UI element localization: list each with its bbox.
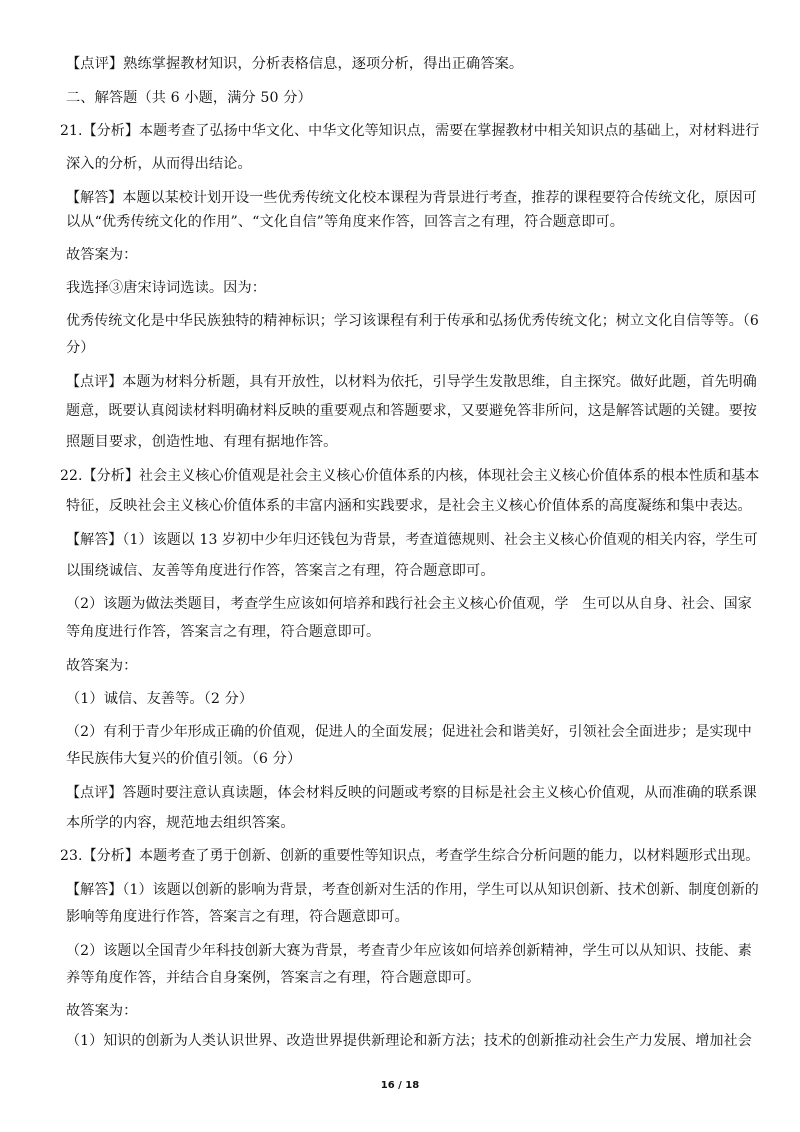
text-line: 优秀传统文化是中华民族独特的精神标识；学习该课程有利于传承和弘扬优秀传统文化；树立文化自信等等。（6 (66, 313, 759, 329)
text-line: 【解答】（1）该题以 13 岁初中少年归还钱包为背景，考查道德规则、社会主义核心价值观的相关内容，学生可 (66, 532, 758, 548)
text-line: 故答案为： (66, 247, 138, 263)
text-line: 21.【分析】本题考查了弘扬中华文化、中华文化等知识点，需要在掌握教材中相关知识点的基础上，对材料进行 (60, 123, 760, 139)
text-line: （1）诚信、友善等。（2 分） (66, 691, 254, 707)
text-line: 分） (66, 340, 95, 356)
text-line: 我选择③唐宋诗词选读。因为： (66, 280, 267, 296)
text-line: 以围绕诚信、友善等角度进行作答，答案言之有理，符合题意即可。 (66, 563, 495, 579)
text-line: 题意，既要认真阅读材料明确材料反映的重要观点和答题要求，又要避免答非所问，这是解答试题的关键。要按 (66, 403, 757, 419)
page-number: 16 / 18 (380, 1080, 420, 1091)
text-line: 养等角度作答，并结合自身案例，答案言之有理，符合题意即可。 (66, 970, 481, 986)
text-line: 【点评】熟练掌握教材知识，分析表格信息，逐项分析，得出正确答案。 (66, 56, 524, 72)
text-line: 22.【分析】社会主义核心价值观是社会主义核心价值体系的内核，体现社会主义核心价值体系的根本性质和基本 (60, 468, 760, 484)
text-line: 华民族伟大复兴的价值引领。（6 分） (66, 751, 302, 767)
text-line: 以从“优秀传统文化的作用”、“文化自信”等角度来作答，回答言之有理，符合题意即可。 (66, 214, 625, 230)
text-line: 【解答】（1）该题以创新的影响为背景，考查创新对生活的作用，学生可以从知识创新、技术创新、制度创新的 (66, 882, 759, 898)
text-line: （2）该题以全国青少年科技创新大赛为背景，考查青少年应该如何培养创新精神，学生可以从知识、技能、素 (66, 943, 752, 959)
text-line: 23.【分析】本题考查了勇于创新、创新的重要性等知识点，考查学生综合分析问题的能力，以材料题形式出现。 (60, 848, 760, 864)
section-heading: 二、解答题（共 6 小题，满分 50 分） (66, 90, 312, 106)
text-line: 本所学的内容，规范地去组织答案。 (66, 815, 295, 831)
text-line: （2）该题为做法类题目，考查学生应该如何培养和践行社会主义核心价值观，学 生可以从自身、社会、国家 (66, 596, 752, 612)
text-line: 【点评】答题时要注意认真读题，体会材料反映的问题或考察的目标是社会主义核心价值观，从而准确的联系课 (66, 785, 757, 801)
text-line: 故答案为： (66, 1003, 138, 1019)
text-line: 等角度进行作答，答案言之有理，符合题意即可。 (66, 624, 381, 640)
text-line: （1）知识的创新为人类认识世界、改造世界提供新理论和新方法；技术的创新推动社会生产力发展、增加社会 (66, 1033, 752, 1049)
text-line: 【点评】本题为材料分析题，具有开放性，以材料为依托，引导学生发散思维，自主探究。做好此题，首先明确 (66, 374, 757, 390)
text-line: （2）有利于青少年形成正确的价值观，促进人的全面发展；促进社会和谐美好，引领社会全面进步；是实现中 (66, 724, 752, 740)
text-line: 故答案为： (66, 658, 138, 674)
text-line: 特征，反映社会主义核心价值体系的丰富内涵和实践要求，是社会主义核心价值体系的高度凝练和集中表达。 (66, 498, 752, 514)
text-line: 【解答】本题以某校计划开设一些优秀传统文化校本课程为背景进行考查，推荐的课程要符合传统文化，原因可 (66, 190, 757, 206)
text-line: 深入的分析，从而得出结论。 (66, 156, 252, 172)
text-line: 照题目要求，创造性地、有理有据地作答。 (66, 434, 338, 450)
text-line: 影响等角度进行作答，答案言之有理，符合题意即可。 (66, 909, 409, 925)
